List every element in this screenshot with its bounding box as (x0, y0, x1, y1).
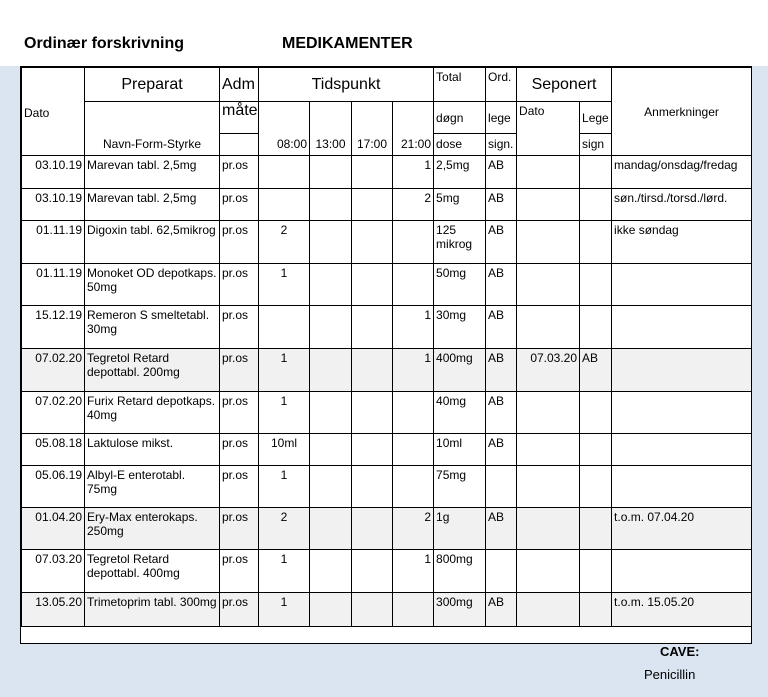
cell-total: 800mg (434, 550, 486, 593)
cell-sep-dato (517, 508, 580, 550)
cell-ord: AB (486, 189, 517, 221)
cell-ord: AB (486, 264, 517, 306)
cell-dato: 15.12.19 (22, 306, 85, 349)
col-adm-2: måte (220, 102, 259, 134)
cell-sep-sign: AB (580, 349, 612, 392)
cell-total: 30mg (434, 306, 486, 349)
cell-adm: pr.os (220, 156, 259, 189)
cell-time-2100: 1 (393, 349, 434, 392)
cell-anmerkning: søn./tirsd./torsd./lørd. (612, 189, 752, 221)
cell-adm: pr.os (220, 508, 259, 550)
cell-time-2100: 2 (393, 508, 434, 550)
cell-time-2100 (393, 221, 434, 264)
cell-ord: AB (486, 593, 517, 627)
table-row (22, 466, 752, 508)
medication-rows (22, 156, 752, 627)
cell-sep-sign (580, 189, 612, 221)
cell-time-1300 (310, 466, 352, 508)
cell-dato: 01.04.20 (22, 508, 85, 550)
cell-ord (486, 466, 517, 508)
cell-time-0800: 1 (259, 593, 310, 627)
cell-time-1300 (310, 264, 352, 306)
cell-preparat: Furix Retard depotkaps. 40mg (85, 392, 220, 434)
cell-dato: 01.11.19 (22, 221, 85, 264)
cell-time-1700 (352, 264, 393, 306)
cell-time-2100 (393, 593, 434, 627)
cell-sep-dato (517, 264, 580, 306)
cell-time-1700 (352, 349, 393, 392)
cell-time-2100: 2 (393, 189, 434, 221)
cell-preparat: Laktulose mikst. (85, 434, 220, 466)
cell-sep-dato (517, 593, 580, 627)
cell-time-1700 (352, 221, 393, 264)
col-dato: Dato (22, 68, 85, 156)
cell-ord: AB (486, 156, 517, 189)
cell-sep-dato (517, 466, 580, 508)
cell-ord: AB (486, 306, 517, 349)
cell-sep-sign (580, 392, 612, 434)
cell-time-0800: 2 (259, 508, 310, 550)
cell-anmerkning (612, 392, 752, 434)
cell-preparat: Tegretol Retard depottabl. 200mg (85, 349, 220, 392)
cell-anmerkning: ikke søndag (612, 221, 752, 264)
cell-preparat: Tegretol Retard depottabl. 400mg (85, 550, 220, 593)
cell-time-1700 (352, 392, 393, 434)
cell-ord: AB (486, 349, 517, 392)
cell-total: 40mg (434, 392, 486, 434)
col-total-3: dose (434, 134, 486, 156)
cell-ord: AB (486, 508, 517, 550)
cell-time-1300 (310, 508, 352, 550)
cell-preparat: Marevan tabl. 2,5mg (85, 189, 220, 221)
cell-time-2100 (393, 466, 434, 508)
cell-time-0800: 1 (259, 392, 310, 434)
cell-adm: pr.os (220, 221, 259, 264)
cell-adm: pr.os (220, 306, 259, 349)
cell-time-1700 (352, 593, 393, 627)
col-ord-3: sign. (486, 134, 517, 156)
cell-time-0800: 1 (259, 264, 310, 306)
cell-sep-dato: 07.03.20 (517, 349, 580, 392)
col-total-1: Total (434, 68, 486, 102)
cell-time-0800 (259, 306, 310, 349)
col-total-2: døgn (434, 102, 486, 134)
cell-time-1300 (310, 434, 352, 466)
col-adm-1: Adm (220, 68, 259, 102)
cell-sep-sign (580, 466, 612, 508)
cell-anmerkning (612, 306, 752, 349)
cell-preparat: Monoket OD depotkaps. 50mg (85, 264, 220, 306)
cell-dato: 07.02.20 (22, 392, 85, 434)
table-row (22, 434, 752, 466)
cell-ord (486, 550, 517, 593)
col-tidspunkt: Tidspunkt (259, 68, 434, 102)
cell-preparat: Trimetoprim tabl. 300mg (85, 593, 220, 627)
cell-sep-sign (580, 593, 612, 627)
col-time-1300: 13:00 (310, 102, 352, 156)
cell-time-0800: 1 (259, 466, 310, 508)
cell-sep-sign (580, 550, 612, 593)
cave-value: Penicillin (644, 667, 696, 682)
cell-time-0800: 2 (259, 221, 310, 264)
cell-dato: 07.02.20 (22, 349, 85, 392)
cell-time-1700 (352, 189, 393, 221)
cell-anmerkning (612, 434, 752, 466)
cell-total: 10ml (434, 434, 486, 466)
table-row (22, 508, 752, 550)
cell-adm: pr.os (220, 550, 259, 593)
table-row (22, 392, 752, 434)
cell-time-2100 (393, 434, 434, 466)
cell-total: 2,5mg (434, 156, 486, 189)
medication-sheet (20, 66, 752, 644)
table-row (22, 264, 752, 306)
cell-adm: pr.os (220, 466, 259, 508)
cell-dato: 07.03.20 (22, 550, 85, 593)
cell-dato: 13.05.20 (22, 593, 85, 627)
table-row (22, 593, 752, 627)
cell-adm: pr.os (220, 349, 259, 392)
cell-ord: AB (486, 221, 517, 264)
cell-time-1700 (352, 156, 393, 189)
cell-time-1300 (310, 221, 352, 264)
cell-sep-sign (580, 434, 612, 466)
cell-total: 400mg (434, 349, 486, 392)
cell-time-0800: 1 (259, 349, 310, 392)
cell-sep-sign (580, 264, 612, 306)
cell-anmerkning (612, 264, 752, 306)
col-preparat: Preparat (85, 68, 220, 102)
cell-time-1700 (352, 508, 393, 550)
cell-adm: pr.os (220, 189, 259, 221)
cell-time-0800: 1 (259, 550, 310, 593)
col-anmerkninger: Anmerkninger (612, 68, 752, 156)
table-row (22, 349, 752, 392)
col-time-1700: 17:00 (352, 102, 393, 156)
form-title: Ordinær forskrivning (24, 35, 185, 52)
cell-ord: AB (486, 434, 517, 466)
cell-preparat: Albyl-E enterotabl. 75mg (85, 466, 220, 508)
cell-adm: pr.os (220, 434, 259, 466)
col-sep-lege-2: sign (580, 134, 612, 156)
col-sep-dato: Dato (517, 102, 580, 156)
cave-label: CAVE: (660, 644, 700, 659)
cell-total: 50mg (434, 264, 486, 306)
cell-total: 1g (434, 508, 486, 550)
cell-adm: pr.os (220, 593, 259, 627)
cell-time-0800 (259, 156, 310, 189)
cell-dato: 05.08.18 (22, 434, 85, 466)
cell-adm: pr.os (220, 392, 259, 434)
cell-anmerkning (612, 466, 752, 508)
cell-time-1300 (310, 392, 352, 434)
cell-time-1700 (352, 466, 393, 508)
col-navn-form-styrke: Navn-Form-Styrke (85, 102, 220, 156)
cell-sep-dato (517, 156, 580, 189)
cell-time-1300 (310, 349, 352, 392)
cell-sep-dato (517, 221, 580, 264)
cell-sep-sign (580, 508, 612, 550)
table-row (22, 221, 752, 264)
cell-preparat: Marevan tabl. 2,5mg (85, 156, 220, 189)
cell-time-0800 (259, 189, 310, 221)
cell-anmerkning (612, 349, 752, 392)
table-row (22, 550, 752, 593)
section-title: MEDIKAMENTER (282, 35, 413, 52)
cell-time-2100 (393, 264, 434, 306)
cell-sep-dato (517, 392, 580, 434)
col-ord-1: Ord. (486, 68, 517, 102)
cell-anmerkning (612, 550, 752, 593)
table-row (22, 156, 752, 189)
cell-dato: 01.11.19 (22, 264, 85, 306)
cell-time-1700 (352, 434, 393, 466)
col-sep-lege-1: Lege (580, 102, 612, 134)
table-row (22, 306, 752, 349)
cell-sep-dato (517, 434, 580, 466)
cell-time-2100: 1 (393, 306, 434, 349)
cell-sep-sign (580, 306, 612, 349)
cell-anmerkning: t.o.m. 07.04.20 (612, 508, 752, 550)
cell-preparat: Ery-Max enterokaps. 250mg (85, 508, 220, 550)
cell-dato: 03.10.19 (22, 189, 85, 221)
col-time-0800: 08:00 (259, 102, 310, 156)
cell-sep-sign (580, 221, 612, 264)
header-band (0, 0, 768, 66)
cell-anmerkning: t.o.m. 15.05.20 (612, 593, 752, 627)
cell-sep-dato (517, 189, 580, 221)
cell-ord: AB (486, 392, 517, 434)
cell-dato: 05.06.19 (22, 466, 85, 508)
medication-table (21, 67, 752, 627)
cell-total: 5mg (434, 189, 486, 221)
col-time-2100: 21:00 (393, 102, 434, 156)
cell-anmerkning: mandag/onsdag/fredag (612, 156, 752, 189)
cell-time-1700 (352, 306, 393, 349)
cell-time-1300 (310, 593, 352, 627)
cell-sep-dato (517, 306, 580, 349)
cell-time-1300 (310, 156, 352, 189)
table-row (22, 189, 752, 221)
cell-time-1700 (352, 550, 393, 593)
cell-preparat: Remeron S smeltetabl. 30mg (85, 306, 220, 349)
cell-time-0800: 10ml (259, 434, 310, 466)
cell-total: 75mg (434, 466, 486, 508)
col-seponert: Seponert (517, 68, 612, 102)
cell-total: 300mg (434, 593, 486, 627)
cell-time-2100: 1 (393, 550, 434, 593)
cell-dato: 03.10.19 (22, 156, 85, 189)
cell-sep-dato (517, 550, 580, 593)
cell-time-1300 (310, 306, 352, 349)
cell-sep-sign (580, 156, 612, 189)
cell-total: 125 mikrog (434, 221, 486, 264)
cell-time-1300 (310, 189, 352, 221)
cell-time-2100 (393, 392, 434, 434)
cell-preparat: Digoxin tabl. 62,5mikrog (85, 221, 220, 264)
col-ord-2: lege (486, 102, 517, 134)
cell-adm: pr.os (220, 264, 259, 306)
cell-time-2100: 1 (393, 156, 434, 189)
cell-time-1300 (310, 550, 352, 593)
